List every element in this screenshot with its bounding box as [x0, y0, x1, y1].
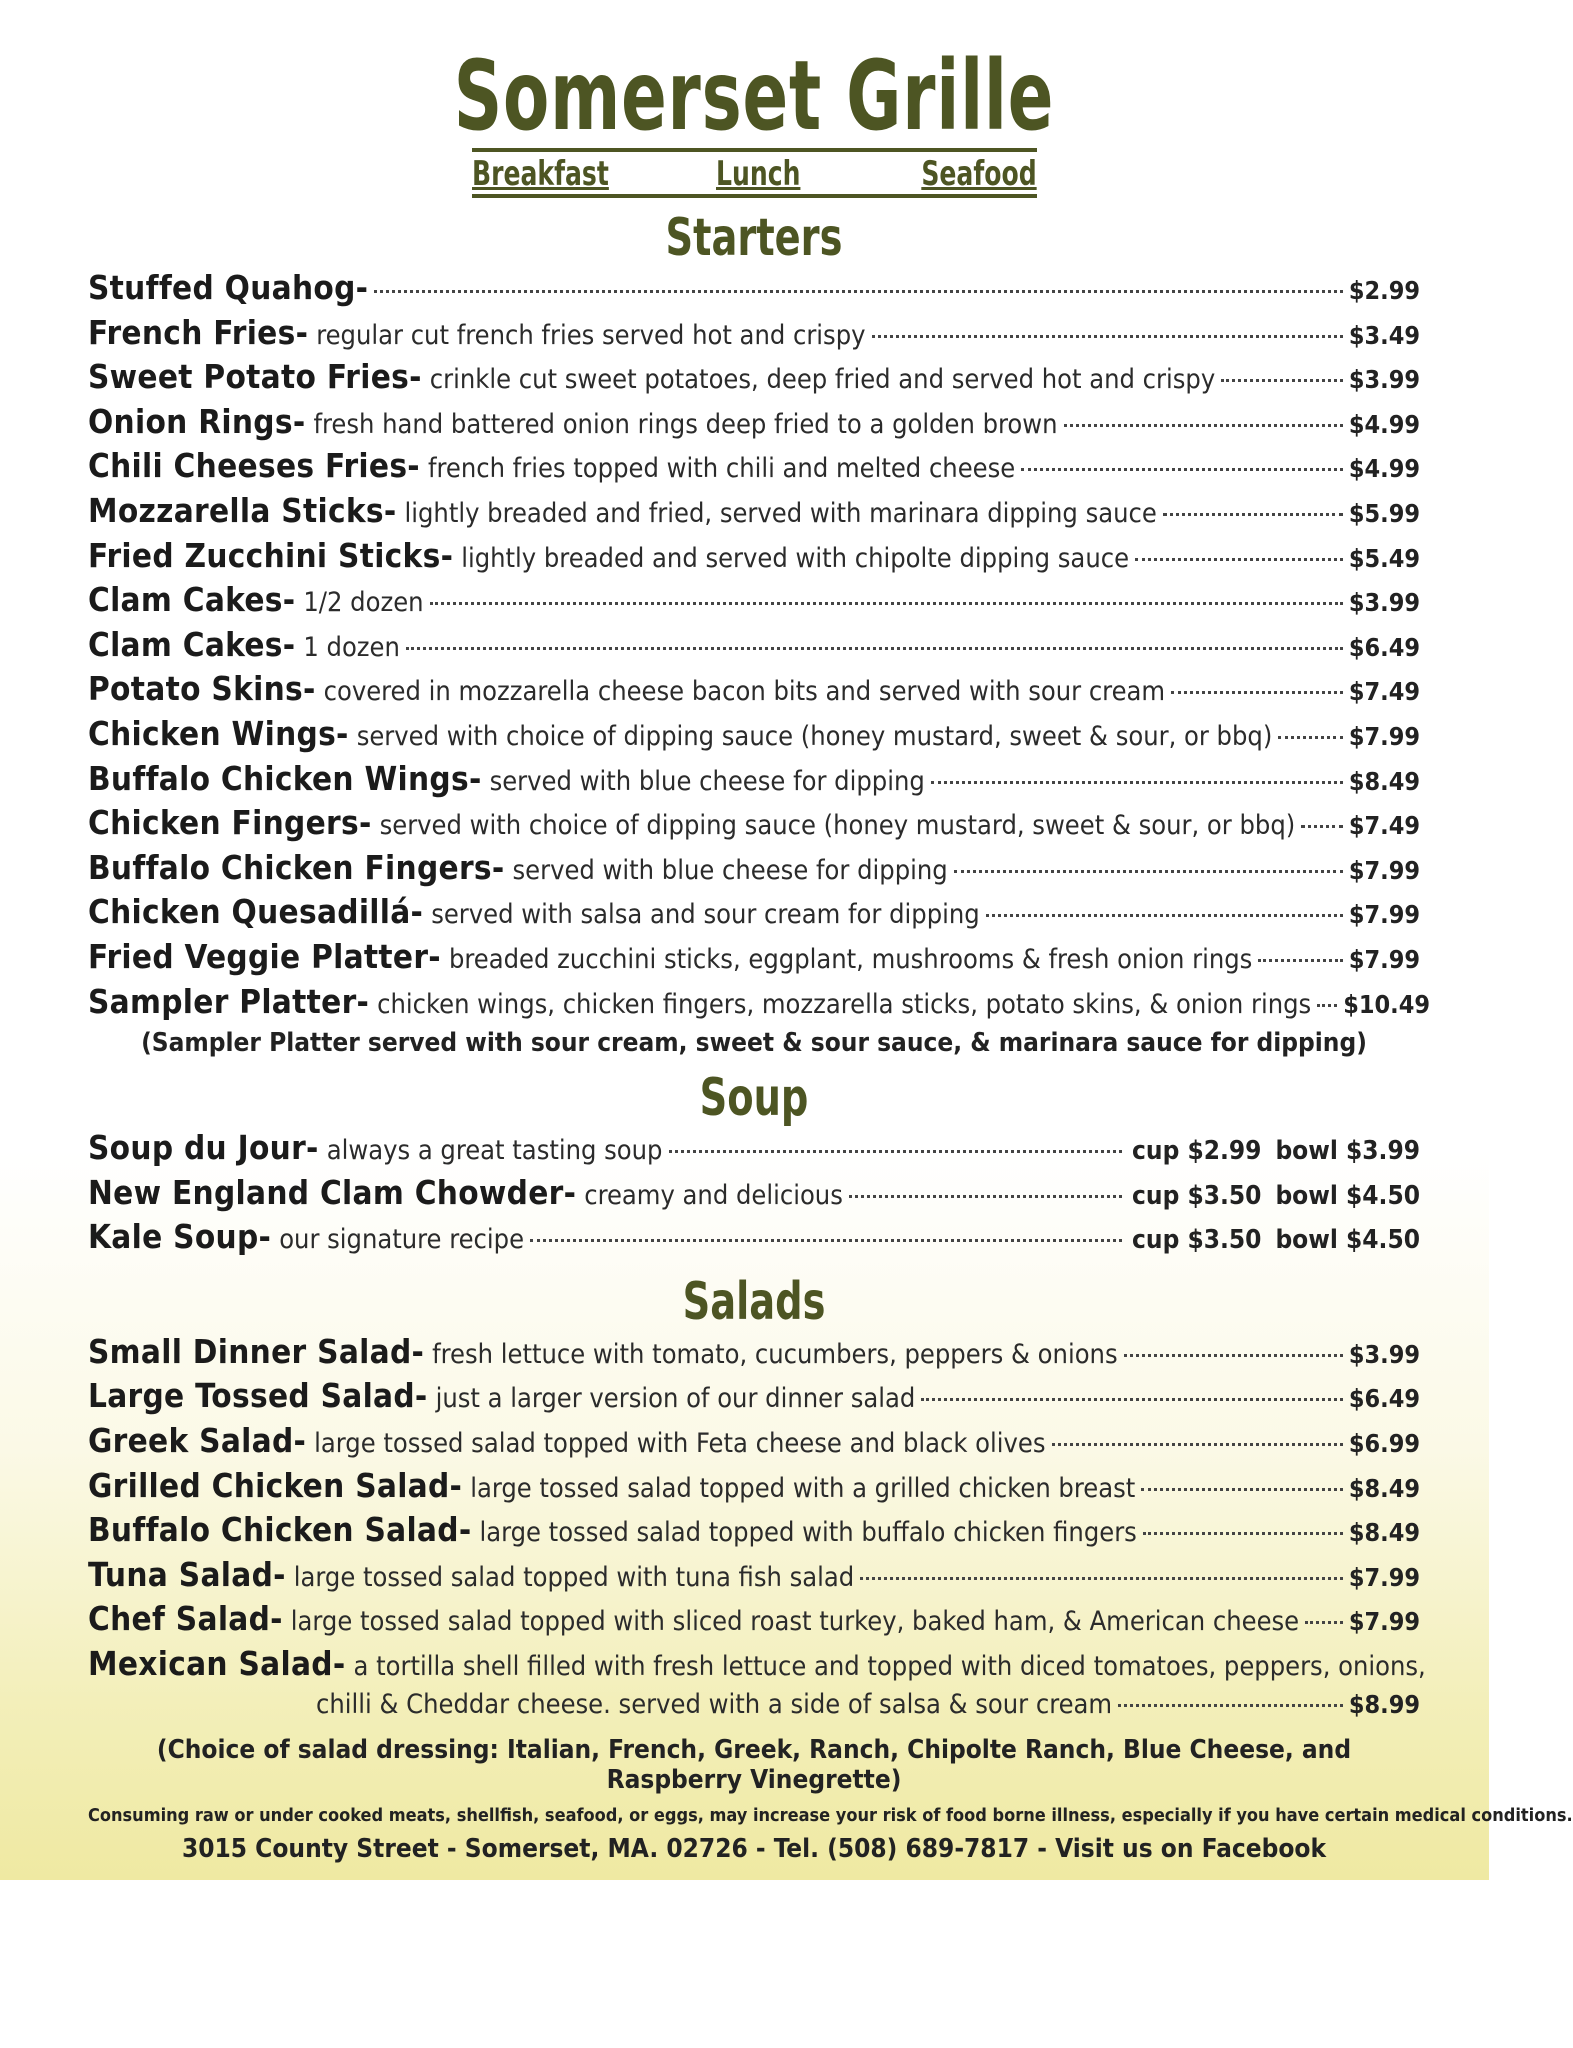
item-description: lightly breaded and fried, served with marinara dipping sauce — [404, 497, 1157, 529]
contact-address: 3015 County Street - Somerset, MA. 02726 - Tel. (508) 689-7817 - Visit us on Facebook — [181, 1834, 1327, 1865]
item-description: lightly breaded and served with chipolte dipping sauce — [461, 542, 1130, 574]
item-name: Large Tossed Salad- — [88, 1376, 428, 1416]
starters-list — [88, 268, 1430, 1026]
dressing-note: (Choice of salad dressing: Italian, French, Greek, Ranch, Chipolte Ranch, Blue Cheese, and Raspberry Vinegrette) — [156, 1735, 1352, 1796]
item-description: large tossed salad topped with buffalo chicken fingers — [479, 1517, 1137, 1549]
item-description: large tossed salad topped with a grilled chicken breast — [470, 1472, 1136, 1504]
leader-dots — [1301, 825, 1343, 828]
item-name: Tuna Salad- — [88, 1554, 286, 1594]
item-description: served with choice of dipping sauce (honey mustard, sweet & sour, or bbq) — [379, 810, 1296, 842]
menu-item — [88, 1510, 1420, 1555]
leader-dots — [1135, 558, 1343, 561]
nav-lunch[interactable]: Lunch — [715, 154, 801, 194]
menu-item — [88, 759, 1420, 804]
item-description: served with blue cheese for dipping — [489, 765, 925, 797]
item-price: $6.99 — [1348, 1429, 1420, 1459]
leader-dots — [1141, 1488, 1343, 1491]
leader-dots — [374, 290, 1343, 293]
item-price: $7.99 — [1348, 855, 1420, 885]
item-price: $7.99 — [1348, 721, 1420, 751]
leader-dots — [430, 602, 1343, 605]
item-description: chicken wings, chicken fingers, mozzarella sticks, potato skins, & onion rings — [377, 988, 1312, 1020]
menu-item — [88, 1466, 1420, 1511]
item-name: Onion Rings- — [88, 401, 306, 441]
menu-item — [88, 1128, 1420, 1173]
item-description: our signature recipe — [279, 1224, 525, 1256]
item-description: a tortilla shell filled with fresh lettuce and topped with diced tomatoes, peppers, onions, — [353, 1651, 1426, 1683]
item-description: french fries topped with chili and melted cheese — [427, 453, 1016, 485]
item-description: fresh hand battered onion rings deep fried to a golden brown — [313, 408, 1058, 440]
item-price: $8.99 — [1348, 1689, 1420, 1719]
item-price: $3.99 — [1348, 365, 1420, 395]
item-price: $8.49 — [1348, 1518, 1420, 1548]
item-name: French Fries- — [88, 312, 309, 352]
item-description: fresh lettuce with tomato, cucumbers, peppers & onions — [432, 1338, 1118, 1370]
leader-dots — [1221, 379, 1343, 382]
menu-item — [88, 1599, 1420, 1644]
item-description: breaded zucchini sticks, eggplant, mushrooms & fresh onion rings — [448, 943, 1253, 975]
salads-list — [88, 1332, 1420, 1644]
item-price: $4.99 — [1348, 454, 1420, 484]
nav-seafood[interactable]: Seafood — [921, 154, 1037, 194]
item-description: large tossed salad topped with tuna fish salad — [293, 1561, 855, 1593]
item-name: Clam Cakes- — [88, 624, 296, 664]
menu-item — [88, 1173, 1420, 1218]
item-description: served with salsa and sour cream for dipping — [431, 899, 980, 931]
cup-price: cup $2.99 — [1132, 1136, 1262, 1167]
menu-item — [88, 937, 1420, 982]
leader-dots — [1305, 1621, 1343, 1624]
item-name: Soup du Jour- — [88, 1128, 319, 1168]
menu-item — [88, 580, 1420, 625]
item-name: Buffalo Chicken Wings- — [88, 758, 482, 798]
item-price: $10.49 — [1343, 989, 1430, 1019]
leader-dots — [669, 1150, 1123, 1153]
item-name: Buffalo Chicken Fingers- — [88, 847, 505, 887]
item-price: $7.49 — [1348, 811, 1420, 841]
item-name: Chef Salad- — [88, 1599, 283, 1639]
item-description: large tossed salad topped with Feta cheese and black olives — [314, 1428, 1046, 1460]
item-price: $6.49 — [1348, 632, 1420, 662]
item-description: 1 dozen — [303, 631, 400, 663]
leader-dots — [872, 335, 1343, 338]
item-name: Mexican Salad- — [88, 1644, 346, 1684]
item-name: Small Dinner Salad- — [88, 1331, 425, 1371]
item-description: 1/2 dozen — [303, 587, 424, 619]
item-name: Clam Cakes- — [88, 580, 296, 620]
leader-dots — [1064, 424, 1343, 427]
item-description: crinkle cut sweet potatoes, deep fried and served hot and crispy — [429, 364, 1216, 396]
leader-dots — [1278, 736, 1343, 739]
item-name: Chicken Quesadillá- — [88, 892, 424, 932]
leader-dots — [954, 870, 1343, 873]
menu-content — [88, 40, 1573, 1865]
sampler-note: (Sampler Platter served with sour cream, sweet & sour sauce, & marinara sauce for dipping) — [141, 1028, 1367, 1059]
item-price: $5.99 — [1348, 498, 1420, 528]
leader-dots — [921, 1398, 1342, 1401]
item-name: Chili Cheeses Fries- — [88, 446, 420, 486]
menu-item — [88, 268, 1420, 313]
menu-item-mexican-salad-cont — [88, 1689, 1420, 1734]
item-description: large tossed salad topped with sliced roast turkey, baked ham, & American cheese — [290, 1606, 1300, 1638]
soup-list — [88, 1128, 1420, 1262]
item-name: Buffalo Chicken Salad- — [88, 1510, 472, 1550]
item-price: $7.99 — [1348, 1607, 1420, 1637]
cup-price: cup $3.50 — [1132, 1225, 1262, 1256]
leader-dots — [1124, 1354, 1343, 1357]
leader-dots — [1052, 1443, 1343, 1446]
item-price: $5.49 — [1348, 543, 1420, 573]
bowl-price: bowl $4.50 — [1275, 1225, 1420, 1256]
item-price: $7.99 — [1348, 1562, 1420, 1592]
item-name: Greek Salad- — [88, 1421, 307, 1461]
menu-item — [88, 357, 1420, 402]
nav-breakfast[interactable]: Breakfast — [471, 154, 609, 194]
menu-item — [88, 491, 1420, 536]
item-price: $2.99 — [1348, 276, 1420, 305]
menu-item-mexican-salad — [88, 1644, 1426, 1689]
leader-dots — [1021, 468, 1343, 471]
menu-item — [88, 1332, 1420, 1377]
salads-heading: Salads — [682, 1271, 826, 1332]
bowl-price: bowl $4.50 — [1275, 1180, 1420, 1211]
leader-dots — [931, 781, 1343, 784]
item-description: covered in mozzarella cheese bacon bits and served with sour cream — [323, 676, 1166, 708]
menu-item — [88, 536, 1420, 581]
leader-dots — [986, 914, 1343, 917]
item-name: Chicken Fingers- — [88, 803, 372, 843]
leader-dots — [530, 1239, 1122, 1242]
item-name: Sweet Potato Fries- — [88, 357, 422, 397]
leader-dots — [406, 647, 1343, 650]
menu-item — [88, 625, 1420, 670]
menu-item — [88, 981, 1430, 1027]
item-description: chilli & Cheddar cheese. served with a side of salsa & sour cream — [316, 1688, 1113, 1720]
item-price: $7.99 — [1348, 900, 1420, 930]
item-name: Mozzarella Sticks- — [88, 490, 397, 530]
menu-item — [88, 446, 1420, 491]
menu-item — [88, 669, 1420, 714]
item-price: $8.49 — [1348, 766, 1420, 796]
item-price: $3.99 — [1348, 1339, 1420, 1369]
item-description: served with blue cheese for dipping — [512, 854, 948, 886]
menu-item — [88, 803, 1420, 848]
item-description: served with choice of dipping sauce (honey mustard, sweet & sour, or bbq) — [356, 720, 1273, 752]
menu-category-nav — [472, 148, 1037, 198]
cup-price: cup $3.50 — [1132, 1180, 1262, 1211]
menu-item — [88, 1555, 1420, 1600]
food-safety-disclaimer: Consuming raw or under cooked meats, shellfish, seafood, or eggs, may increase your risk of food borne illness, especially if you have certain medical conditions. — [88, 1805, 1573, 1827]
item-price: $3.49 — [1348, 320, 1420, 350]
leader-dots — [1143, 1532, 1343, 1535]
menu-item — [88, 1217, 1420, 1262]
item-price: $4.99 — [1348, 409, 1420, 439]
item-name: Kale Soup- — [88, 1217, 272, 1257]
leader-dots — [1258, 959, 1343, 962]
item-description: regular cut french fries served hot and crispy — [316, 319, 866, 351]
item-description: just a larger version of our dinner salad — [435, 1383, 916, 1415]
menu-item — [88, 1421, 1420, 1466]
leader-dots — [1118, 1704, 1343, 1707]
menu-item — [88, 313, 1420, 358]
item-name: Sampler Platter- — [88, 981, 370, 1021]
item-name: Stuffed Quahog- — [88, 268, 369, 307]
menu-item — [88, 714, 1420, 759]
leader-dots — [860, 1577, 1343, 1580]
menu-item — [88, 402, 1420, 447]
item-price: $6.49 — [1348, 1384, 1420, 1414]
leader-dots — [1171, 691, 1343, 694]
menu-item — [88, 892, 1420, 937]
restaurant-title: Somerset Grille — [453, 40, 1055, 152]
item-name: Potato Skins- — [88, 669, 316, 709]
item-price: $3.99 — [1348, 588, 1420, 618]
item-name: Fried Zucchini Sticks- — [88, 535, 454, 575]
item-price: $7.49 — [1348, 677, 1420, 707]
leader-dots — [1163, 513, 1343, 516]
item-name: Grilled Chicken Salad- — [88, 1465, 463, 1505]
leader-dots — [1317, 1004, 1337, 1007]
soup-heading: Soup — [699, 1068, 809, 1129]
item-price: $7.99 — [1348, 944, 1420, 974]
item-price: $8.49 — [1348, 1473, 1420, 1503]
item-description: creamy and delicious — [584, 1179, 843, 1211]
item-description: always a great tasting soup — [326, 1135, 663, 1167]
item-name: New England Clam Chowder- — [88, 1172, 577, 1212]
menu-item — [88, 1376, 1420, 1421]
starters-heading: Starters — [665, 208, 843, 268]
item-name: Fried Veggie Platter- — [88, 936, 441, 976]
leader-dots — [849, 1195, 1122, 1198]
bowl-price: bowl $3.99 — [1275, 1136, 1420, 1167]
item-name: Chicken Wings- — [88, 713, 349, 753]
menu-item — [88, 848, 1420, 893]
